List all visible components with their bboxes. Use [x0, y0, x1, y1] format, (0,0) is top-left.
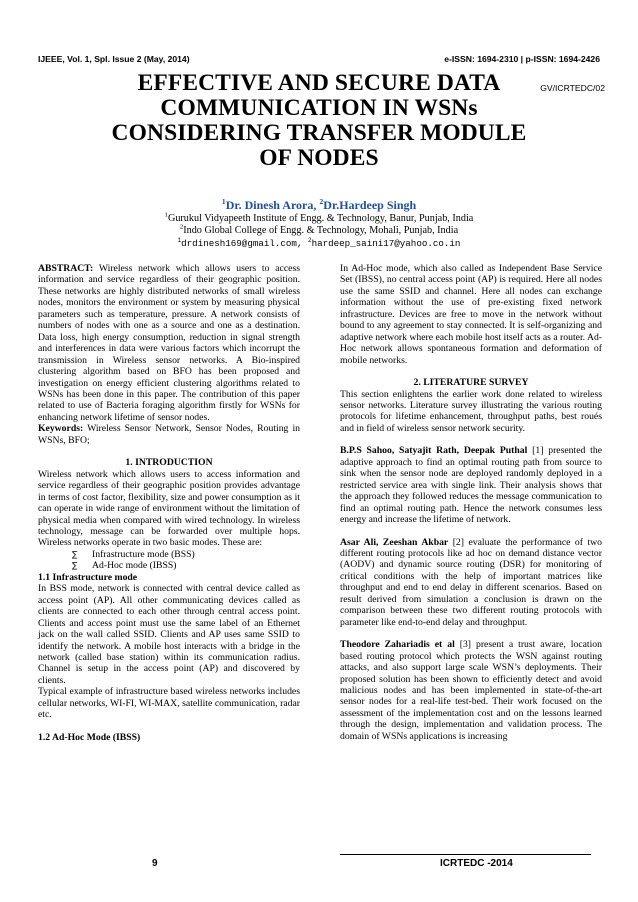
email-1: drdinesh169@gmail.com, [181, 237, 308, 249]
intro-paragraph: Wireless network which allows users to access information and service regardless of their geographic position provides advantage in terms of cost factor, flexibility, size and power consumption as it can operate in wide range of environment without the limitation of physical media when compared with wired technology. In wireless technology, message can be forwarded over multiple hops. Wireless networks operate in two basic modes. These are: [38, 468, 300, 549]
infrastructure-heading: 1.1 Infrastructure mode [38, 571, 138, 583]
author1-sup: 1 [221, 197, 226, 206]
adhoc-paragraph: In Ad-Hoc mode, which also called as Independent Base Service Set (IBSS), no central access point (AP) is required. Here all nodes use the same SSID and channel. Here all nodes can exchange information without the use of pre-existing fixed network infrastructure. Devices are free to move in the network without bound to any agreement to stay connected. It is self-organizing and adaptive network where each mobile host itself acts as a router. Ad-Hoc network allows spontaneous formation and deformation of mobile networks. [340, 263, 603, 366]
bullet-text: Infrastructure mode (BSS) [92, 548, 195, 560]
affiliation-2 [60, 225, 578, 237]
right-column [340, 263, 602, 742]
infrastructure-examples: Typical example of infrastructure based wireless networks includes cellular networks, WI-FI, WI-MAX, satellite communication, radar etc. [38, 686, 300, 721]
author-1: Dr. Dinesh Arora, [225, 198, 320, 212]
author-2: Dr.Hardeep Singh [323, 198, 417, 212]
author2-sup: 2 [319, 197, 324, 206]
title-line-2: COMMUNICATION IN WSNs [160, 95, 478, 121]
ref2-authors: Asar Ali, Zeeshan Akbar [340, 536, 449, 548]
footer-rule [340, 854, 591, 855]
affil1-sup: 1 [164, 211, 168, 219]
author-block [60, 198, 578, 250]
literature-heading: 2. LITERATURE SURVEY [413, 377, 529, 389]
ref3-authors: Theodore Zahariadis et al [340, 639, 455, 651]
bullet-item [38, 549, 300, 560]
paper-title [60, 71, 578, 171]
conference-footer: ICRTEDC -2014 [440, 858, 513, 869]
left-column [38, 263, 300, 743]
bullet-mark: ∑ [72, 561, 78, 571]
bullet-mark: ∑ [72, 549, 78, 559]
journal-info: IJEEE, Vol. 1, Spl. Issue 2 (May, 2014) [38, 54, 190, 64]
email1-sup: 1 [177, 236, 182, 244]
reference-3 [340, 639, 602, 742]
affil1-text: Gurukul Vidyapeeth Institute of Engg. & Technology, Banur, Punjab, India [167, 213, 474, 224]
infrastructure-paragraph: In BSS mode, network is connected with central device called as access point (AP). All other communicating devices called as clients are connected to each other through central access point. Clients and access point must use the same label of an Ethernet jack on the wall called SSID. Clients and AP uses same SSID to identify the network. A mobile host interacts with a bridge in the network (called base station) within its communication radius. Channel is setup in the access point (AP) and discovered by clients. [38, 583, 300, 686]
title-line-1: EFFECTIVE AND SECURE DATA [137, 70, 501, 96]
abstract [38, 263, 300, 423]
intro-heading: 1. INTRODUCTION [125, 457, 213, 469]
abstract-label: ABSTRACT: [38, 263, 94, 274]
bullet-text: Ad-Hoc mode (IBSS) [92, 560, 177, 572]
author-emails [60, 238, 578, 250]
email-2: hardeep_saini17@yahoo.co.in [311, 237, 461, 249]
email2-sup: 2 [307, 236, 312, 244]
running-header [38, 54, 600, 64]
affil2-text: Indo Global College of Engg. & Technology, Mohali, Punjab, India [183, 225, 459, 237]
paper-code: GV/ICRTEDC/02 [540, 83, 605, 93]
adhoc-heading: 1.2 Ad-Hoc Mode (IBSS) [38, 731, 141, 743]
reference-2 [340, 537, 602, 629]
ref1-text: [1] presented the adaptive approach to find an optimal routing path from source to sink when the sensor node are deployed randomly deployed in a restricted service area with single link. Their analysis shows that the approach they followed reduces the message communication to find an optimal routing path. Hence the network consumes less energy and increase the lifetime of network. [340, 445, 602, 526]
literature-intro: This section enlightens the earlier work done related to wireless sensor networks. Literature survey illustrating the various routing protocols for lifetime enhancement, throughput paths, best roués and in field of wireless sensor network security. [340, 388, 602, 434]
bullet-item [38, 560, 300, 571]
ref1-authors: B.P.S Sahoo, Satyajit Rath, Deepak Puthal [340, 445, 528, 457]
affil2-sup: 2 [179, 224, 184, 232]
title-line-3: CONSIDERING TRANSFER MODULE [111, 120, 527, 146]
affiliation-1 [60, 213, 578, 225]
title-line-4: OF NODES [259, 145, 379, 171]
keywords-label: Keywords: [38, 423, 84, 435]
author-names [60, 198, 578, 212]
keywords [38, 423, 300, 446]
page-number: 9 [152, 858, 158, 869]
issn-info: e-ISSN: 1694-2310 | p-ISSN: 1694-2426 [444, 54, 600, 64]
ref3-text: [3] present a trust aware, location based routing protocol which protects the WSN against routing attacks, and also support large scale WSN’s deployments. Their proposed solution has been shown to efficiently detect and avoid malicious nodes and has been implemented in state-of-the-art sensor nodes for a real-life test-bed. Their work focused on the assessment of the implementation cost and on the lessons learned through the design, implementation and validation process. The domain of WSNs applications is increasing [340, 639, 602, 742]
keywords-text: Wireless Sensor Network, Sensor Nodes, Routing in WSNs, BFO; [38, 423, 300, 446]
abstract-text: Wireless network which allows users to access information and service regardless of their geographic position. These networks are highly distributed networks of small wireless nodes, monitors the environment or system by measuring physical parameters such as temperature, pressure. A network consists of numbers of nodes with one as a source and one as a destination. Data loss, high energy consumption, reduction in signal strength and interferences in data were various factors which incorrupt the transmission in Wireless sensor networks. A Bio-inspired clustering algorithm based on BFO has been proposed and investigation on energy efficient clustering algorithms related to WSNs has been done in this paper. The contribution of this paper related to use of Bacteria foraging algorithm firstly for WSNs for enhancing network lifetime of sensor nodes. [38, 263, 300, 423]
ref2-text: [2] evaluate the performance of two different routing protocols like ad hoc on demand distance vector (AODV) and dynamic source routing (DSR) for monitoring of critical conditions with the help of important matrices like throughput and end to end delay in different scenarios. Based on result derived from simulation a conclusion is drawn on the comparison between these two different routing protocols with parameter like end-to-end delay and throughput. [340, 536, 602, 628]
reference-1 [340, 445, 602, 525]
